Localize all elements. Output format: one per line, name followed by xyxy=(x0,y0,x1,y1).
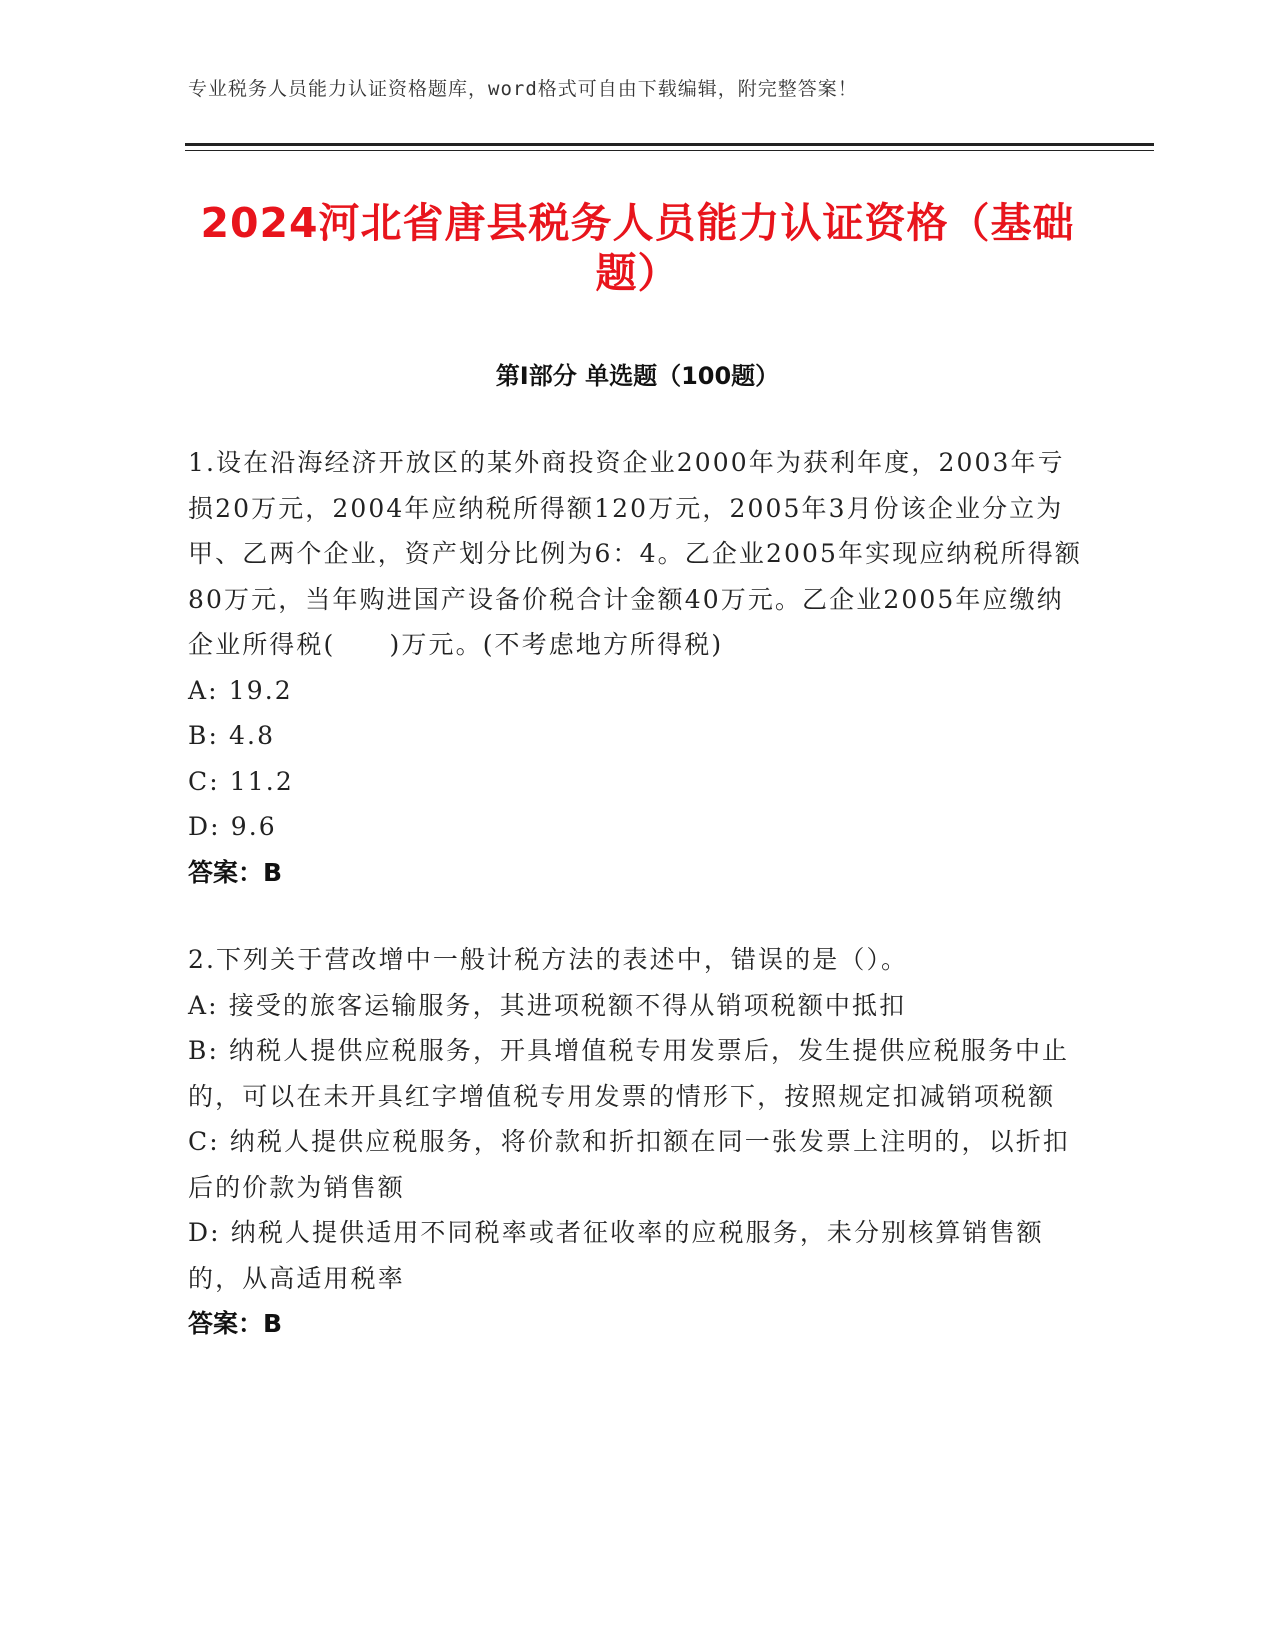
option-b: B: 纳税人提供应税服务，开具增值税专用发票后，发生提供应税服务中止的，可以在未开具红字增值税专用发票的情形下，按照规定扣减销项税额 xyxy=(188,1036,1070,1111)
question-list xyxy=(188,440,1088,1347)
option-b: B: 4.8 xyxy=(188,721,276,750)
question-text: 2.下列关于营改增中一般计税方法的表述中，错误的是（）。 xyxy=(188,945,909,974)
header-note: 专业税务人员能力认证资格题库，word格式可自由下载编辑，附完整答案！ xyxy=(188,78,858,100)
document-title: 2024河北省唐县税务人员能力认证资格（基础题） xyxy=(200,199,1075,297)
option-c: C: 纳税人提供应税服务，将价款和折扣额在同一张发票上注明的，以折扣后的价款为销售额 xyxy=(188,1127,1070,1202)
header-rule-thin xyxy=(185,150,1154,151)
option-d: D: 纳税人提供适用不同税率或者征收率的应税服务，未分别核算销售额的，从高适用税率 xyxy=(188,1218,1044,1293)
section-title: 第Ⅰ部分 单选题（100题） xyxy=(495,362,780,390)
option-c: C: 11.2 xyxy=(188,766,294,796)
header-rule-thick xyxy=(185,143,1154,146)
answer: 答案：B xyxy=(188,857,283,887)
question-text: 1.设在沿海经济开放区的某外商投资企业2000年为获利年度，2003年亏损20万元，2004年应纳税所得额120万元，2005年3月份该企业分立为甲、乙两个企业，资产划分比例为6：4。乙企业2005年实现应纳税所得额80万元，当年购进国产设备价税合计金额40万元。乙企业2005年应缴纳企业所得税( )万元。(不考虑地方所得税) xyxy=(188,448,1082,659)
question-2 xyxy=(188,937,1088,1347)
question-1 xyxy=(188,440,1088,895)
option-a: A: 接受的旅客运输服务，其进项税额不得从销项税额中抵扣 xyxy=(188,990,907,1020)
answer: 答案：B xyxy=(188,1309,283,1338)
option-d: D: 9.6 xyxy=(188,812,277,841)
option-a: A: 19.2 xyxy=(188,675,293,705)
